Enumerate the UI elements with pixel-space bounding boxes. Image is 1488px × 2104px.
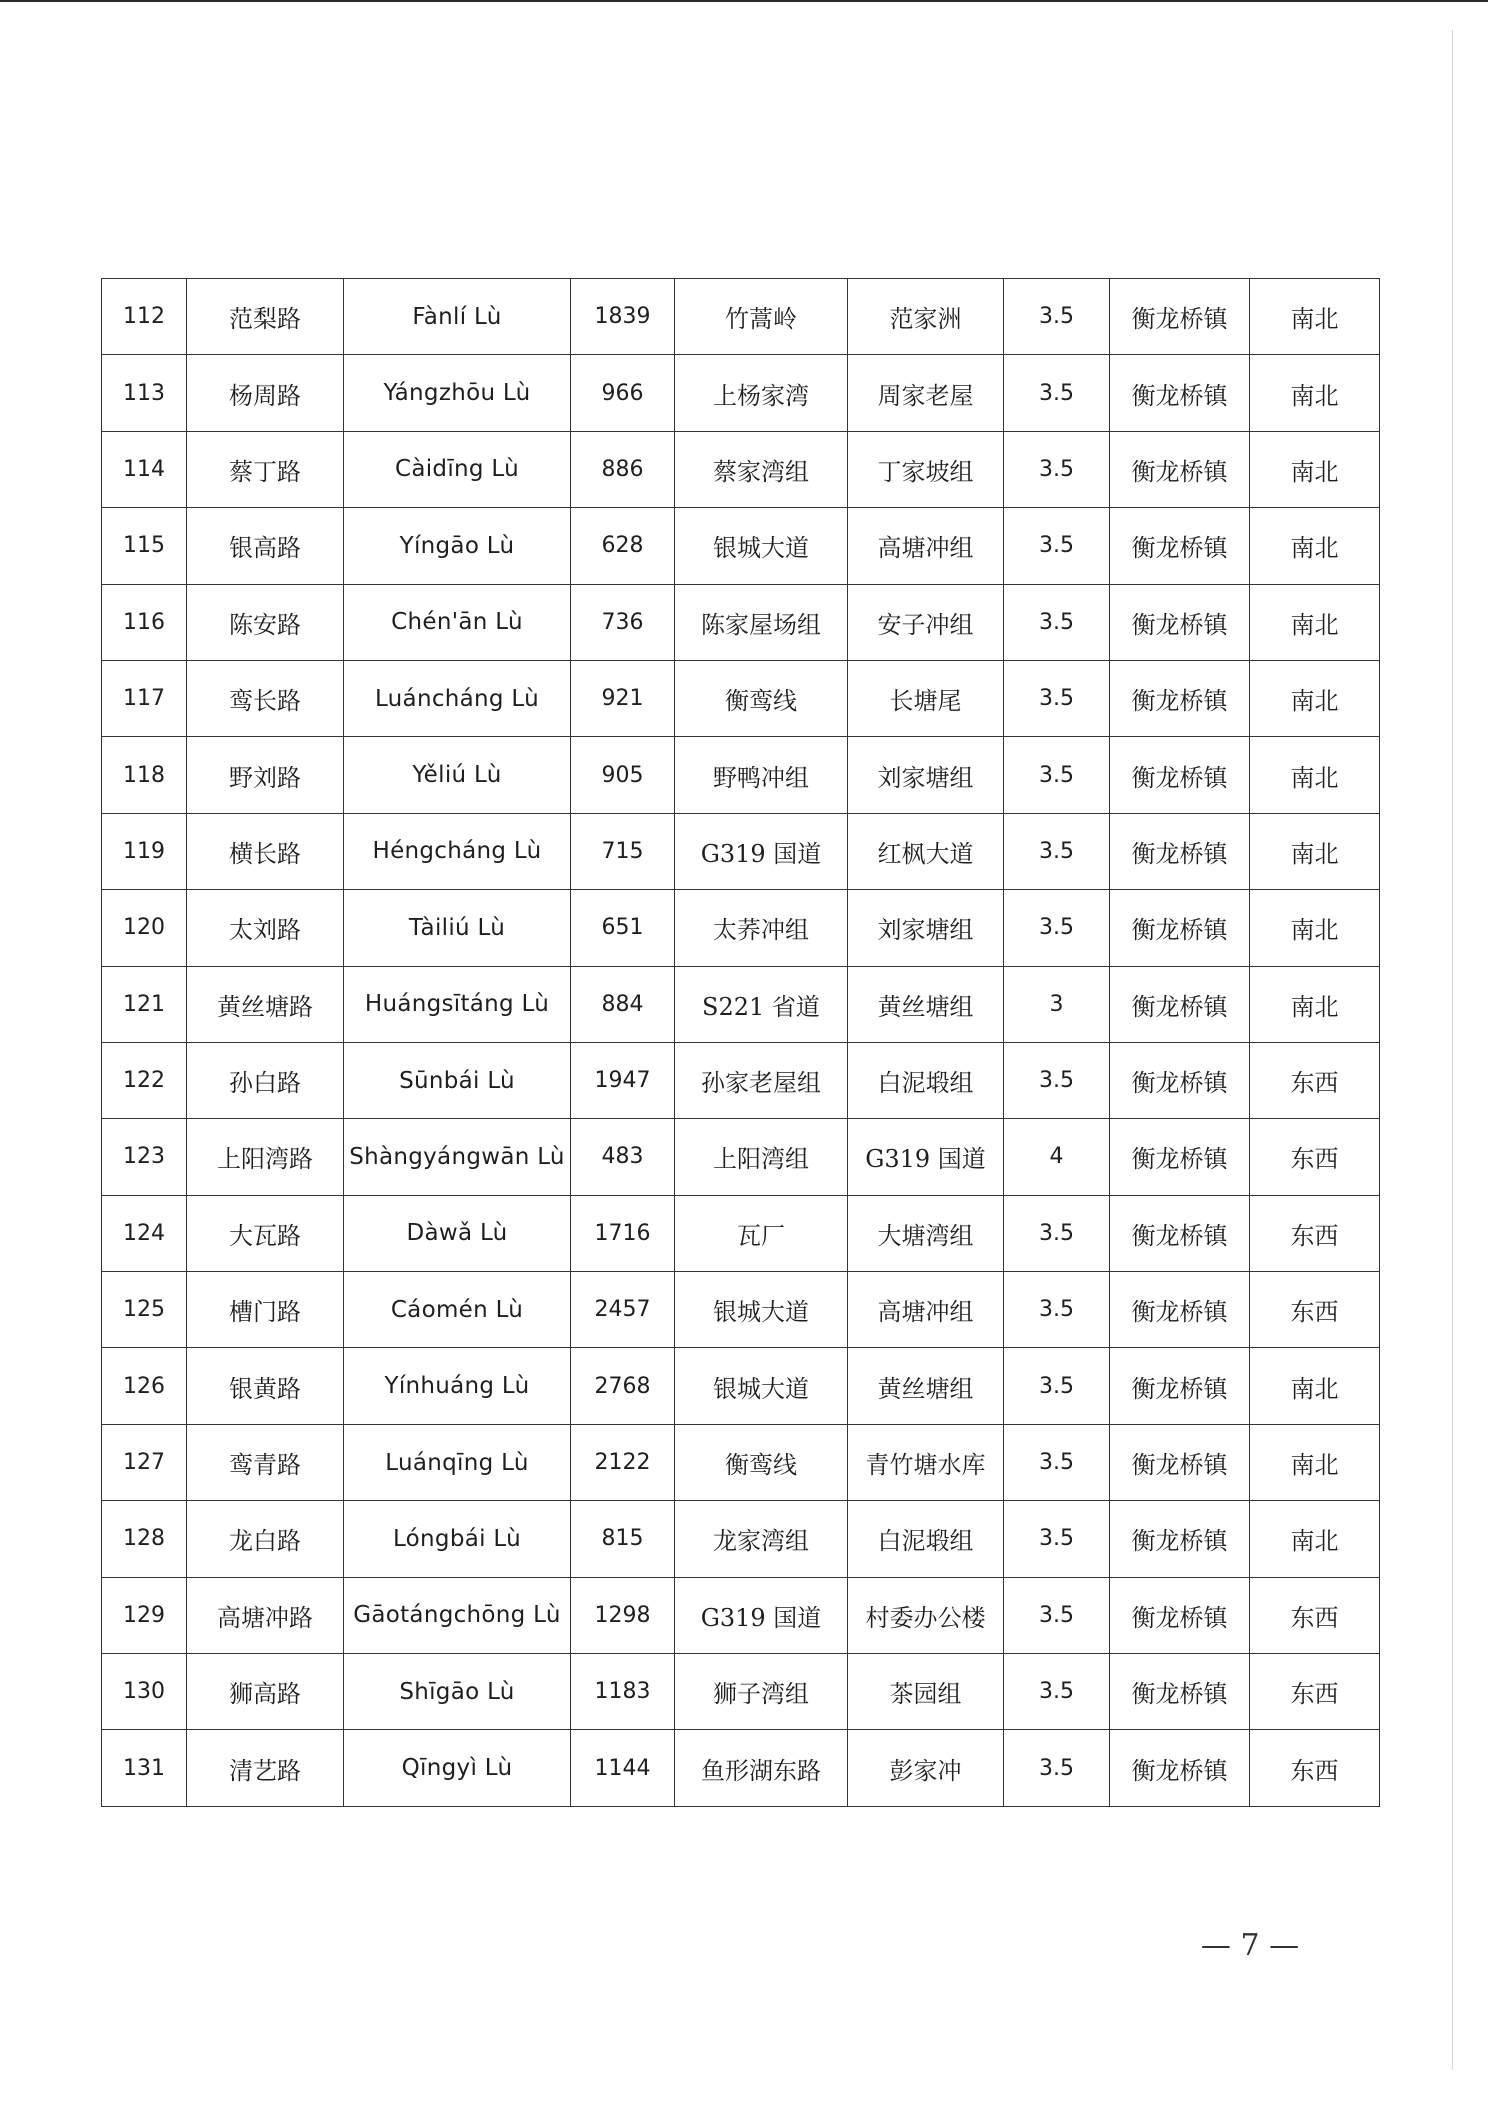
row-number-cell: 118 [102,737,187,813]
start-point-cell: 瓦厂 [675,1195,848,1271]
table-row [102,279,1380,355]
road-width-cell: 3.5 [1004,1577,1110,1653]
road-width-cell: 3.5 [1004,890,1110,966]
start-point-cell: 银城大道 [675,1272,848,1348]
road-direction-cell: 南北 [1250,660,1380,736]
end-point-cell: 安子冲组 [848,584,1004,660]
road-width-cell: 3.5 [1004,1501,1110,1577]
table-row [102,1730,1380,1806]
road-direction-cell: 南北 [1250,737,1380,813]
road-width-cell: 3.5 [1004,1272,1110,1348]
road-name-table [101,278,1380,1807]
table-row [102,660,1380,736]
table-body [102,279,1380,1807]
row-number-cell: 121 [102,966,187,1042]
end-point-cell: 黄丝塘组 [848,1348,1004,1424]
row-number-cell: 117 [102,660,187,736]
end-point-cell: G319 国道 [848,1119,1004,1195]
start-point-cell: 竹蒿岭 [675,279,848,355]
end-point-cell: 白泥塅组 [848,1501,1004,1577]
start-point-cell: 鱼形湖东路 [675,1730,848,1806]
end-point-cell: 茶园组 [848,1654,1004,1730]
road-name-cell: 杨周路 [187,355,344,431]
road-direction-cell: 东西 [1250,1577,1380,1653]
town-name-cell: 衡龙桥镇 [1110,813,1250,889]
end-point-cell: 高塘冲组 [848,1272,1004,1348]
row-number-cell: 115 [102,508,187,584]
road-length-cell: 2768 [571,1348,675,1424]
road-name-cell: 高塘冲路 [187,1577,344,1653]
road-width-cell: 3.5 [1004,660,1110,736]
table-row [102,1348,1380,1424]
road-direction-cell: 东西 [1250,1730,1380,1806]
town-name-cell: 衡龙桥镇 [1110,1042,1250,1118]
end-point-cell: 黄丝塘组 [848,966,1004,1042]
end-point-cell: 彭家冲 [848,1730,1004,1806]
road-width-cell: 4 [1004,1119,1110,1195]
table-row [102,1654,1380,1730]
road-direction-cell: 南北 [1250,813,1380,889]
road-length-cell: 1144 [571,1730,675,1806]
road-length-cell: 628 [571,508,675,584]
start-point-cell: S221 省道 [675,966,848,1042]
road-pinyin-cell: Luáncháng Lù [344,660,571,736]
road-pinyin-cell: Yěliú Lù [344,737,571,813]
road-name-cell: 银黄路 [187,1348,344,1424]
table-row [102,966,1380,1042]
road-pinyin-cell: Tàiliú Lù [344,890,571,966]
road-name-cell: 黄丝塘路 [187,966,344,1042]
road-width-cell: 3.5 [1004,1654,1110,1730]
table-row [102,1042,1380,1118]
road-direction-cell: 南北 [1250,1348,1380,1424]
table-row [102,355,1380,431]
town-name-cell: 衡龙桥镇 [1110,737,1250,813]
road-pinyin-cell: Cáomén Lù [344,1272,571,1348]
table-row [102,813,1380,889]
row-number-cell: 125 [102,1272,187,1348]
road-length-cell: 921 [571,660,675,736]
road-name-cell: 陈安路 [187,584,344,660]
road-width-cell: 3 [1004,966,1110,1042]
road-length-cell: 1947 [571,1042,675,1118]
page-top-border [0,0,1488,2]
row-number-cell: 116 [102,584,187,660]
row-number-cell: 128 [102,1501,187,1577]
town-name-cell: 衡龙桥镇 [1110,1119,1250,1195]
town-name-cell: 衡龙桥镇 [1110,1577,1250,1653]
town-name-cell: 衡龙桥镇 [1110,1501,1250,1577]
row-number-cell: 130 [102,1654,187,1730]
road-direction-cell: 南北 [1250,966,1380,1042]
road-pinyin-cell: Càidīng Lù [344,431,571,507]
page-number: — 7 — [1200,1928,1300,1963]
start-point-cell: 衡鸾线 [675,1424,848,1500]
road-name-cell: 狮高路 [187,1654,344,1730]
road-width-cell: 3.5 [1004,1348,1110,1424]
road-name-cell: 大瓦路 [187,1195,344,1271]
town-name-cell: 衡龙桥镇 [1110,1654,1250,1730]
road-width-cell: 3.5 [1004,813,1110,889]
road-name-cell: 太刘路 [187,890,344,966]
road-length-cell: 2457 [571,1272,675,1348]
end-point-cell: 刘家塘组 [848,737,1004,813]
row-number-cell: 119 [102,813,187,889]
row-number-cell: 120 [102,890,187,966]
road-direction-cell: 东西 [1250,1272,1380,1348]
town-name-cell: 衡龙桥镇 [1110,1424,1250,1500]
road-direction-cell: 东西 [1250,1119,1380,1195]
table-row [102,1424,1380,1500]
road-direction-cell: 南北 [1250,355,1380,431]
town-name-cell: 衡龙桥镇 [1110,1348,1250,1424]
start-point-cell: 银城大道 [675,508,848,584]
table-row [102,1272,1380,1348]
table-row [102,1119,1380,1195]
start-point-cell: 银城大道 [675,1348,848,1424]
road-width-cell: 3.5 [1004,355,1110,431]
road-length-cell: 1716 [571,1195,675,1271]
road-name-cell: 上阳湾路 [187,1119,344,1195]
road-pinyin-cell: Sūnbái Lù [344,1042,571,1118]
road-pinyin-cell: Lóngbái Lù [344,1501,571,1577]
start-point-cell: 上阳湾组 [675,1119,848,1195]
town-name-cell: 衡龙桥镇 [1110,1195,1250,1271]
page-scan-edge [1452,30,1453,2070]
start-point-cell: 狮子湾组 [675,1654,848,1730]
start-point-cell: G319 国道 [675,813,848,889]
road-direction-cell: 东西 [1250,1042,1380,1118]
town-name-cell: 衡龙桥镇 [1110,508,1250,584]
end-point-cell: 红枫大道 [848,813,1004,889]
road-length-cell: 483 [571,1119,675,1195]
row-number-cell: 122 [102,1042,187,1118]
row-number-cell: 131 [102,1730,187,1806]
road-direction-cell: 南北 [1250,431,1380,507]
start-point-cell: 上杨家湾 [675,355,848,431]
end-point-cell: 白泥塅组 [848,1042,1004,1118]
road-name-cell: 银高路 [187,508,344,584]
row-number-cell: 124 [102,1195,187,1271]
end-point-cell: 范家洲 [848,279,1004,355]
road-width-cell: 3.5 [1004,1424,1110,1500]
road-direction-cell: 南北 [1250,279,1380,355]
road-width-cell: 3.5 [1004,1195,1110,1271]
road-pinyin-cell: Yínhuáng Lù [344,1348,571,1424]
road-width-cell: 3.5 [1004,584,1110,660]
row-number-cell: 113 [102,355,187,431]
road-name-cell: 野刘路 [187,737,344,813]
road-length-cell: 1183 [571,1654,675,1730]
row-number-cell: 114 [102,431,187,507]
road-name-cell: 蔡丁路 [187,431,344,507]
start-point-cell: 野鸭冲组 [675,737,848,813]
road-length-cell: 884 [571,966,675,1042]
road-direction-cell: 南北 [1250,1424,1380,1500]
end-point-cell: 周家老屋 [848,355,1004,431]
end-point-cell: 刘家塘组 [848,890,1004,966]
table-row [102,737,1380,813]
road-name-cell: 范梨路 [187,279,344,355]
road-length-cell: 736 [571,584,675,660]
start-point-cell: 孙家老屋组 [675,1042,848,1118]
road-pinyin-cell: Gāotángchōng Lù [344,1577,571,1653]
start-point-cell: 龙家湾组 [675,1501,848,1577]
road-width-cell: 3.5 [1004,737,1110,813]
end-point-cell: 长塘尾 [848,660,1004,736]
road-direction-cell: 南北 [1250,508,1380,584]
road-length-cell: 1839 [571,279,675,355]
road-name-cell: 鸾长路 [187,660,344,736]
road-pinyin-cell: Huángsītáng Lù [344,966,571,1042]
start-point-cell: 蔡家湾组 [675,431,848,507]
road-length-cell: 966 [571,355,675,431]
town-name-cell: 衡龙桥镇 [1110,584,1250,660]
town-name-cell: 衡龙桥镇 [1110,660,1250,736]
end-point-cell: 高塘冲组 [848,508,1004,584]
end-point-cell: 丁家坡组 [848,431,1004,507]
row-number-cell: 123 [102,1119,187,1195]
road-name-cell: 鸾青路 [187,1424,344,1500]
road-direction-cell: 南北 [1250,890,1380,966]
road-pinyin-cell: Fànlí Lù [344,279,571,355]
road-pinyin-cell: Shàngyángwān Lù [344,1119,571,1195]
end-point-cell: 村委办公楼 [848,1577,1004,1653]
end-point-cell: 大塘湾组 [848,1195,1004,1271]
road-pinyin-cell: Luánqīng Lù [344,1424,571,1500]
town-name-cell: 衡龙桥镇 [1110,966,1250,1042]
road-direction-cell: 东西 [1250,1654,1380,1730]
road-direction-cell: 东西 [1250,1195,1380,1271]
road-length-cell: 1298 [571,1577,675,1653]
road-length-cell: 886 [571,431,675,507]
table-row [102,584,1380,660]
road-length-cell: 815 [571,1501,675,1577]
start-point-cell: 陈家屋场组 [675,584,848,660]
road-width-cell: 3.5 [1004,1730,1110,1806]
start-point-cell: G319 国道 [675,1577,848,1653]
row-number-cell: 127 [102,1424,187,1500]
table-row [102,431,1380,507]
town-name-cell: 衡龙桥镇 [1110,355,1250,431]
town-name-cell: 衡龙桥镇 [1110,890,1250,966]
table-row [102,890,1380,966]
town-name-cell: 衡龙桥镇 [1110,431,1250,507]
road-width-cell: 3.5 [1004,431,1110,507]
road-pinyin-cell: Héngcháng Lù [344,813,571,889]
road-pinyin-cell: Shīgāo Lù [344,1654,571,1730]
row-number-cell: 126 [102,1348,187,1424]
road-length-cell: 715 [571,813,675,889]
table-row [102,508,1380,584]
road-pinyin-cell: Qīngyì Lù [344,1730,571,1806]
road-name-cell: 清艺路 [187,1730,344,1806]
road-name-cell: 龙白路 [187,1501,344,1577]
town-name-cell: 衡龙桥镇 [1110,1272,1250,1348]
town-name-cell: 衡龙桥镇 [1110,279,1250,355]
row-number-cell: 112 [102,279,187,355]
road-width-cell: 3.5 [1004,508,1110,584]
road-direction-cell: 南北 [1250,1501,1380,1577]
town-name-cell: 衡龙桥镇 [1110,1730,1250,1806]
table-row [102,1577,1380,1653]
start-point-cell: 衡鸾线 [675,660,848,736]
road-pinyin-cell: Chén'ān Lù [344,584,571,660]
road-name-cell: 孙白路 [187,1042,344,1118]
road-width-cell: 3.5 [1004,1042,1110,1118]
start-point-cell: 太荞冲组 [675,890,848,966]
road-pinyin-cell: Yíngāo Lù [344,508,571,584]
road-length-cell: 651 [571,890,675,966]
road-name-cell: 槽门路 [187,1272,344,1348]
road-direction-cell: 南北 [1250,584,1380,660]
road-name-cell: 横长路 [187,813,344,889]
road-width-cell: 3.5 [1004,279,1110,355]
road-length-cell: 905 [571,737,675,813]
table-row [102,1501,1380,1577]
road-pinyin-cell: Dàwǎ Lù [344,1195,571,1271]
table-row [102,1195,1380,1271]
row-number-cell: 129 [102,1577,187,1653]
road-pinyin-cell: Yángzhōu Lù [344,355,571,431]
road-length-cell: 2122 [571,1424,675,1500]
end-point-cell: 青竹塘水库 [848,1424,1004,1500]
